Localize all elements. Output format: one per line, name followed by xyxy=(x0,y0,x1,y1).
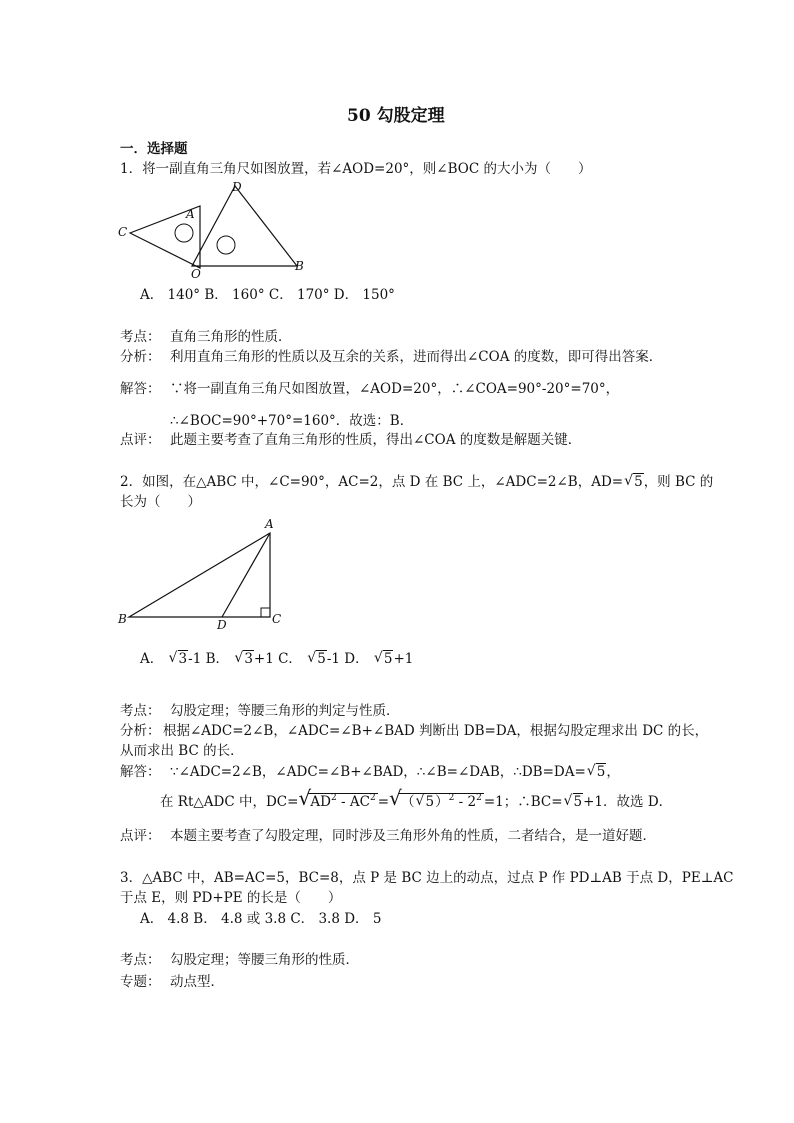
q3-stem-line1: 3．△ABC 中，AB=AC=5，BC=8，点 P 是 BC 边上的动点，过点 P 作 PD⊥AB 于点 D，PE⊥AC xyxy=(120,870,734,886)
sqrt-5: √ 5 xyxy=(624,473,644,491)
q1-label-c: C xyxy=(118,225,128,239)
sqrt-5: √ 5 xyxy=(564,793,584,811)
q2-label-c: C xyxy=(272,612,282,626)
sqrt-ad2-ac2: √ $AD^2 - AC^2$ xyxy=(298,793,377,811)
sqrt-5: √ 5 xyxy=(587,763,607,781)
q1-jieda-label: 解答： xyxy=(120,381,161,397)
q3-kaodian-label: 考点： xyxy=(120,952,161,968)
q1-figure xyxy=(110,178,310,278)
sqrt-5: √ 5 xyxy=(307,650,327,668)
q2-jieda-line1: ∵∠ADC=2∠B，∠ADC=∠B+∠BAD，∴∠B=∠DAB，∴DB=DA=√ 5， xyxy=(170,763,620,781)
q2-segment-ad xyxy=(222,533,270,617)
q1-jieda-line1: ∵将一副直角三角尺如图放置，∠AOD=20°，∴∠COA=90°-20°=70°， xyxy=(170,381,620,397)
q1-label-a: A xyxy=(186,207,195,221)
sqrt-3: √ 3 xyxy=(169,650,189,668)
q1-circle-left xyxy=(175,224,193,242)
sqrt-3: √ 3 xyxy=(234,650,254,668)
q1-kaodian: 直角三角形的性质． xyxy=(170,329,292,345)
q2-kaodian-label: 考点： xyxy=(120,703,161,719)
q1-dianping-label: 点评： xyxy=(120,432,161,448)
q2-stem-line2: 长为（ ） xyxy=(120,494,201,510)
q2-kaodian: 勾股定理；等腰三角形的判定与性质． xyxy=(170,703,400,719)
q2-stem-text: 2．如图，在△ABC 中，∠C=90°，AC=2，点 D 在 BC 上，∠ADC=2∠B，AD= xyxy=(120,474,624,490)
q1-options: A． 140° B． 160° C． 170° D． 150° xyxy=(140,287,395,303)
q2-label-b: B xyxy=(118,612,127,626)
q1-jieda-line2: ∴∠BOC=90°+70°=160°．故选：B． xyxy=(170,413,414,429)
q2-triangle-abc xyxy=(129,533,270,617)
q1-fenxi-label: 分析： xyxy=(120,349,161,365)
q2-dianping: 本题主要考查了勾股定理，同时涉及三角形外角的性质，二者结合，是一道好题． xyxy=(170,828,656,844)
q1-kaodian-label: 考点： xyxy=(120,329,161,345)
q2-options: A． √ 3-1 B． √ 3+1 C． √ 5-1 D． √ 5+1 xyxy=(140,650,413,668)
q3-options: A． 4.8 B． 4.8 或 3.8 C． 3.8 D． 5 xyxy=(140,911,382,927)
page-title: 50 勾股定理 xyxy=(347,106,445,126)
q2-fenxi-label: 分析： xyxy=(120,723,161,739)
q3-stem-line2: 于点 E，则 PD+PE 的长是（ ） xyxy=(120,890,342,906)
sqrt-5: √ 5 xyxy=(374,650,394,668)
q2-dianping-label: 点评： xyxy=(120,828,161,844)
q1-triangle-dob xyxy=(192,186,297,266)
q2-label-a: A xyxy=(265,517,274,531)
q2-label-d: D xyxy=(217,618,227,630)
q2-fenxi-line2: 从而求出 BC 的长． xyxy=(120,743,244,759)
q3-zhuanti-label: 专题： xyxy=(120,974,161,990)
q1-label-d: D xyxy=(232,180,242,194)
sqrt-5: √ 5 xyxy=(416,793,436,811)
q2-stem-end: ，则 BC 的 xyxy=(643,474,714,490)
q3-zhuanti: 动点型． xyxy=(170,974,224,990)
q2-figure xyxy=(115,515,295,630)
q3-kaodian: 勾股定理；等腰三角形的性质． xyxy=(170,952,359,968)
section-heading: 一．选择题 xyxy=(120,141,188,157)
q2-jieda-line2: 在 Rt△ADC 中，DC=√ $AD^2 - AC^2$ =√ （√ $5)^2 - 2^2 =1$；∴BC=√ 5+1．故选 D． xyxy=(160,793,672,811)
q2-stem-line1 xyxy=(120,473,713,491)
q1-label-o: O xyxy=(191,267,201,278)
q1-label-b: B xyxy=(295,259,304,273)
q1-stem: 1．将一副直角三角尺如图放置，若∠AOD=20°，则∠BOC 的大小为（ ） xyxy=(120,161,592,177)
q2-right-angle-mark xyxy=(261,608,270,617)
sqrt-5sq-2sq: √ （√ $5)^2 - 2^2$ xyxy=(389,793,484,811)
q2-fenxi-line1: 根据∠ADC=2∠B，∠ADC=∠B+∠BAD 判断出 DB=DA，根据勾股定理求出 DC 的长， xyxy=(163,723,709,739)
q1-dianping: 此题主要考查了直角三角形的性质，得出∠COA 的度数是解题关键． xyxy=(170,432,582,448)
q2-jieda-label: 解答： xyxy=(120,764,161,780)
q1-circle-right xyxy=(217,236,235,254)
q1-fenxi: 利用直角三角形的性质以及互余的关系，进而得出∠COA 的度数，即可得出答案． xyxy=(170,349,663,365)
